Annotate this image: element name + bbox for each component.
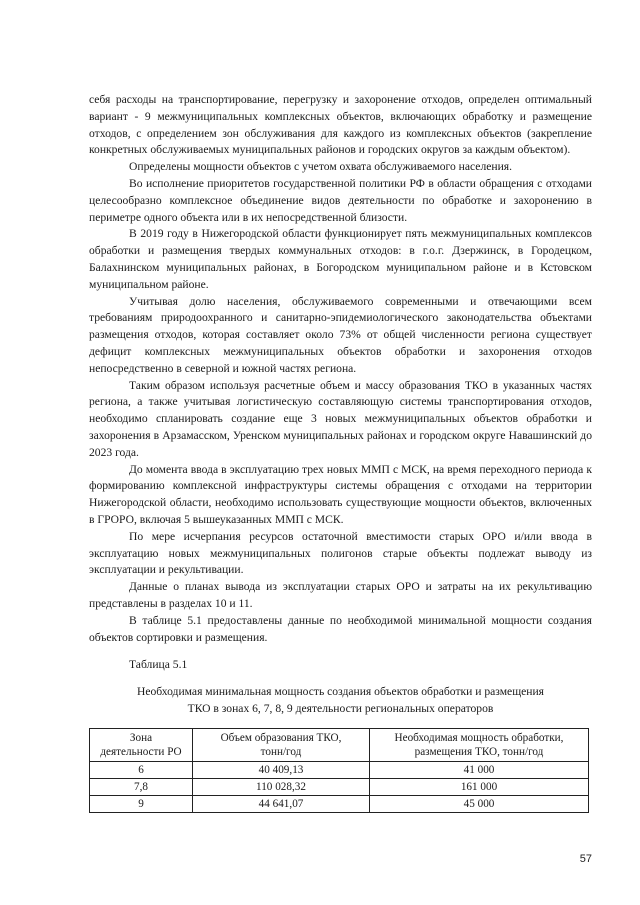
header-capacity-line-1: Необходимая мощность обработки, bbox=[394, 731, 564, 744]
header-capacity bbox=[370, 728, 589, 761]
header-volume bbox=[193, 728, 370, 761]
paragraph-9: Данные о планах вывода из эксплуатации старых ОРО и затраты на их рекультивацию представлены в разделах 10 и 11. bbox=[89, 580, 592, 610]
paragraph-2: Определены мощности объектов с учетом охвата обслуживаемого населения. bbox=[129, 160, 513, 174]
paragraph-7: До момента ввода в эксплуатацию трех новых ММП с МСК, на время переходного периода к формированию комплексной инфраструктуры системы обращения с отходами на территории Нижегородской области, необходимо использовать существующие мощности объектов, включенных в ГРОРО, включая 5 вышеуказанных ММП с МСК. bbox=[89, 462, 592, 526]
cell-capacity: 161 000 bbox=[370, 778, 589, 795]
paragraph-3: Во исполнение приоритетов государственной политики РФ в области обращения с отходами целесообразно комплексное объединение видов деятельности по обработке и захоронению в периметре одного объекта или в их непосредственной близости. bbox=[89, 176, 592, 224]
cell-volume: 40 409,13 bbox=[193, 761, 370, 778]
paragraph-1: себя расходы на транспортирование, перегрузку и захоронение отходов, определен оптимальный вариант - 9 межмуниципальных комплексных объектов, включающих обработку и размещение отходов, с определением зон обслуживания для каждого из комплексных объектов (закрепление конкретных обслуживаемых муниципальных районов и городских округов за каждым объектом). bbox=[89, 93, 592, 157]
paragraph-6: Таким образом используя расчетные объем и массу образования ТКО в указанных частях региона, а также учитывая логистическую составляющую системы транспортирования отходов, необходимо спланировать создание еще 3 новых межмуниципальных объектов обработки и захоронения в Арзамасском, Уренском муниципальных районах и городском округе Навашинский до 2023 года. bbox=[89, 378, 592, 459]
header-zone-line-2: деятельности РО bbox=[100, 745, 182, 758]
cell-volume: 44 641,07 bbox=[193, 795, 370, 812]
table-label: Таблица 5.1 bbox=[129, 658, 188, 672]
header-capacity-line-2: размещения ТКО, тонн/год bbox=[414, 745, 544, 758]
paragraph-5: Учитывая долю населения, обслуживаемого современными и отвечающими всем требованиям природоохранного и санитарно-эпидемиологического законодательства объектами размещения отходов, которая составляет около 73% от общей численности региона существует дефицит комплексных межмуниципальных объектов обработки и захоронения отходов непосредственно в северной и южной частях региона. bbox=[89, 294, 592, 375]
cell-volume: 110 028,32 bbox=[193, 778, 370, 795]
cell-capacity: 41 000 bbox=[370, 761, 589, 778]
table-header-row bbox=[90, 728, 589, 761]
page-number: 57 bbox=[579, 853, 592, 865]
paragraph-10: В таблице 5.1 предоставлены данные по необходимой минимальной мощности создания объектов сортировки и размещения. bbox=[89, 613, 592, 644]
paragraph-8: По мере исчерпания ресурсов остаточной вместимости старых ОРО и/или ввода в эксплуатацию новых межмуниципальных полигонов старые объекты подлежат выводу из эксплуатации и рекультивации. bbox=[89, 529, 592, 577]
table-title bbox=[89, 684, 592, 718]
header-volume-line-1: Объем образования ТКО, bbox=[220, 731, 342, 744]
cell-zone: 7,8 bbox=[90, 778, 193, 795]
paragraph-4: В 2019 году в Нижегородской области функционирует пять межмуниципальных комплексов обработки и размещения твердых коммунальных отходов: в г.о.г. Дзержинск, в Городецком, Балахнинском муниципальных районах, в Богородском муниципальном районе и в Кстовском муниципальном районе. bbox=[89, 227, 592, 291]
table-row bbox=[90, 778, 589, 795]
cell-zone: 9 bbox=[90, 795, 193, 812]
header-zone-line-1: Зона bbox=[129, 731, 153, 744]
header-volume-line-2: тонн/год bbox=[260, 745, 302, 758]
table-row bbox=[90, 795, 589, 812]
capacity-table bbox=[89, 728, 589, 813]
header-zone bbox=[90, 728, 193, 761]
cell-capacity: 45 000 bbox=[370, 795, 589, 812]
table-title-line-2: ТКО в зонах 6, 7, 8, 9 деятельности региональных операторов bbox=[187, 701, 494, 715]
table-row bbox=[90, 761, 589, 778]
document-page bbox=[89, 92, 592, 813]
table-title-line-1: Необходимая минимальная мощность создания объектов обработки и размещения bbox=[136, 685, 545, 699]
cell-zone: 6 bbox=[90, 761, 193, 778]
